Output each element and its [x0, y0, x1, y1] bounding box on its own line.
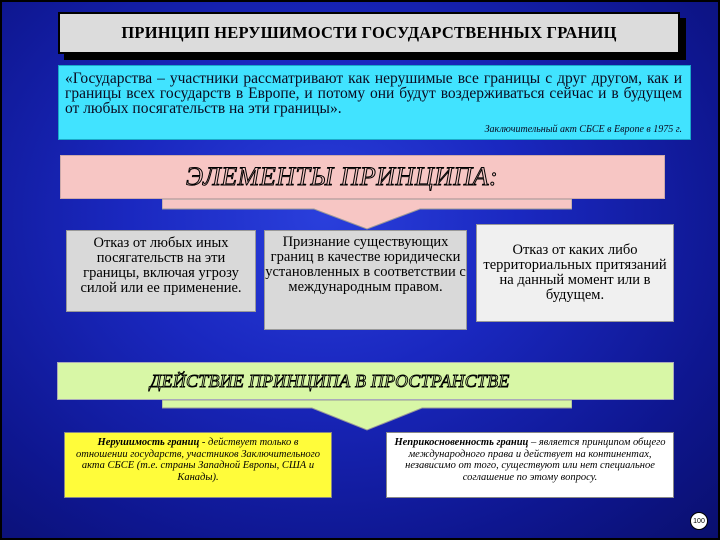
elements-heading-box: [60, 155, 665, 199]
element-text-3: Отказ от каких либо территориальных притязаний на данный момент или в будущем.: [483, 242, 667, 303]
element-box-1: [66, 230, 256, 312]
title-box: [58, 12, 680, 54]
integrity-term: Неприкосновенность границ: [394, 437, 529, 448]
element-text-2: Признание существующих границ в качестве юридически установленных в соответствии с международным правом.: [265, 234, 466, 295]
quote-source: Заключительный акт СБСЕ в Европе в 1975 г.: [484, 124, 682, 135]
slide-title: ПРИНЦИП НЕРУШИМОСТИ ГОСУДАРСТВЕННЫХ ГРАНИЦ: [121, 23, 617, 42]
page-number: 100: [690, 512, 708, 530]
inviolability-term: Нерушимость границ: [97, 437, 200, 448]
space-heading: ДЕЙСТВИЕ ПРИНЦИПА В ПРОСТРАНСТВЕ: [150, 370, 510, 391]
quote-text: «Государства – участники рассматривают как нерушимые все границы с друг другом, как и границы всех государств в Европе, и потому они будут воздерживаться сейчас и в будущем от любых посягательств на эти границы».: [65, 70, 682, 117]
space-down-arrow: [162, 400, 572, 432]
inviolability-box: [64, 432, 332, 498]
element-text-1: Отказ от любых иных посягательств на эти границы, включая угрозу силой или ее применение.: [80, 235, 242, 296]
element-box-2: [264, 230, 467, 330]
elements-heading: ЭЛЕМЕНТЫ ПРИНЦИПА:: [186, 162, 499, 191]
space-heading-box: [57, 362, 674, 400]
integrity-text: – является принципом общего международного права и действует на континентах, независимо от того, существуют или нет специальное соглашение по этому вопросу.: [405, 437, 666, 483]
element-box-3: [476, 224, 674, 322]
quote-box: [58, 65, 691, 140]
inviolability-text: - действует только в отношении государств, участников Заключительного акта СБСЕ (т.е. страны Западной Европы, США и Канады).: [75, 437, 321, 483]
integrity-box: [386, 432, 674, 498]
